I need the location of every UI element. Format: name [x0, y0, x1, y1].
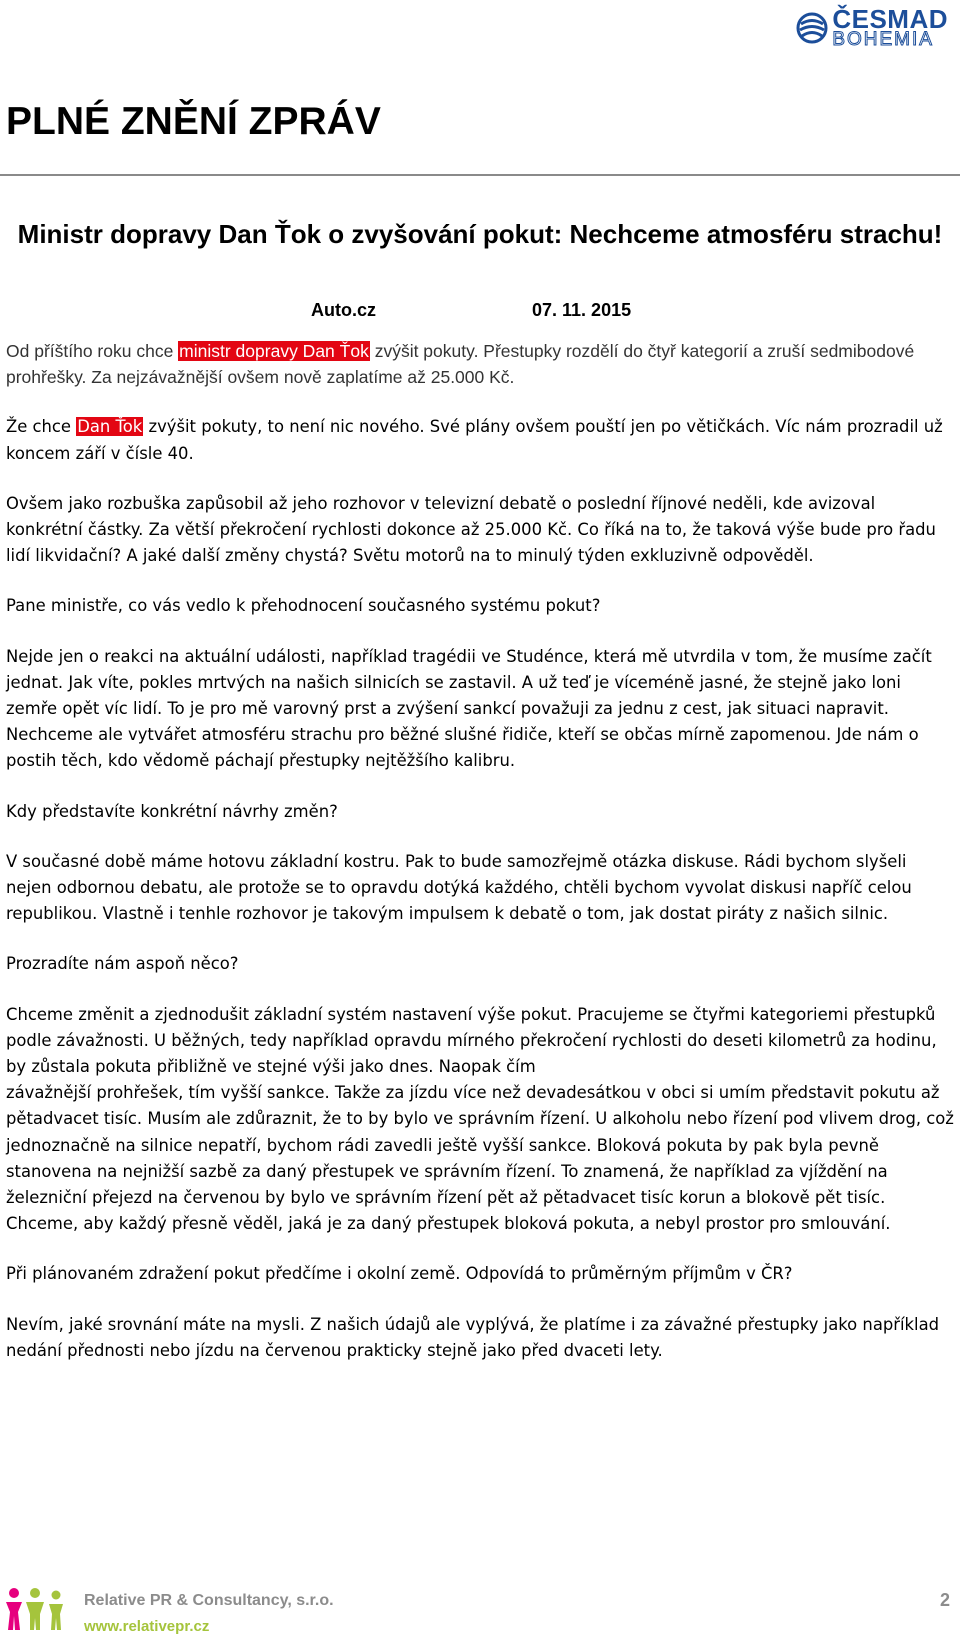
logo-text-sub: BOHEMIA [832, 29, 934, 50]
page-number: 2 [939, 1590, 950, 1610]
article-source: Auto.cz [311, 300, 376, 320]
paragraph: Ovšem jako rozbuška zapůsobil až jeho rozhovor v televizní debatě o poslední říjnové neděli, kde avizoval konkrétní částky. Za větší překročení rychlosti dokonce až 25.000 Kč. Co říká na to, že taková výše bude pro řadu lidí likvidační? A jaké další změny chystá? Světu motorů na to minulý týden exkluzivně odpověděl. [6, 493, 936, 566]
cesmad-logo [796, 6, 948, 49]
interview-question: Kdy představíte konkrétní návrhy změn? [6, 801, 338, 821]
interview-question: Prozradíte nám aspoň něco? [6, 954, 239, 974]
logo-text-main: ČESMAD [832, 4, 948, 34]
article-lead: Od příštího roku chce ministr dopravy Dan Ťok zvýšit pokuty. Přestupky rozdělí do čtyř kategorií a zruší sedmibodové prohřešky. Za nejzávažnější ovšem nově zaplatíme až 25.000 Kč. [6, 341, 915, 388]
footer-company-name: Relative PR & Consultancy, s.r.o. [84, 1592, 334, 1609]
people-logo-icon [4, 1586, 66, 1632]
interview-answer: V současné době máme hotovu základní kostru. Pak to bude samozřejmě otázka diskuse. Rádi bychom slyšeli nejen odbornou debatu, ale protože se to opravdu dotýká každého, chtěli bychom vyvolat diskusi napříč celou republikou. Vlastně i tenhle rozhovor je takovým impulsem k debatě o tom, jak dostat piráty z našich silnic. [6, 851, 912, 924]
interview-question: Pane ministře, co vás vedlo k přehodnocení současného systému pokut? [6, 596, 601, 616]
article-body [6, 338, 956, 1388]
page-title: PLNÉ ZNĚNÍ ZPRÁV [6, 100, 381, 143]
interview-answer: Nevím, jaké srovnání máte na mysli. Z našich údajů ale vyplývá, že platíme i za závažné přestupky jako například nedání přednosti nebo jízdu na červenou prakticky stejně jako před dvaceti lety. [6, 1314, 940, 1360]
highlight-keyword: Dan Ťok [77, 417, 143, 437]
article-date: 07. 11. 2015 [532, 300, 632, 320]
interview-answer: Chceme změnit a zjednodušit základní systém nastavení výše pokut. Pracujeme se čtyřmi kategoriemi přestupků podle závažnosti. U běžných, tedy například opravdu mírného překročení rychlosti do deseti kilometrů za hodinu, by zůstala pokuta přibližně ve stejné výši jako dnes. Naopak čím závažnější prohřešek, tím vyšší sankce. Takže za jízdu více než devadesátkou v obci si umím představit pokutu až pětadvacet tisíc. Musím ale zdůraznit, že to by bylo ve správním řízení. U alkoholu nebo řízení pod vlivem drog, což jednoznačně na silnice nepatří, bychom rádi zavedli ještě vyšší sankce. Bloková pokuta by pak byla pevně stanovena na nejnižší sazbě za daný přestupek ve správním řízení. To znamená, že například za vjíždění na železniční přejezd na červenou by bylo ve správním řízení pět až pětadvacet tisíc korun a blokově pět tisíc. Chceme, aby každý přesně věděl, jaká je za daný přestupek bloková pokuta, a nebyl prostor pro smlouvání. [6, 1004, 954, 1234]
interview-answer: Nejde jen o reakci na aktuální události, například tragédii ve Studénce, která mě utvrdila v tom, že musíme začít jednat. Jak víte, pokles mrtvých na našich silnicích se zastavil. A už teď je víceméně jasné, že stejně jako loni zemře opět víc lidí. To je pro mě varovný prst a zvýšení sankcí považuji za jednu z cest, jak situaci napravit. Nechceme ale vytvářet atmosféru strachu pro běžné slušné řidiče, kteří se občas mírně zapomenou. Jde nám o postih těch, kdo vědomě páchají přestupky nejtěžšího kalibru. [6, 646, 932, 771]
page-footer [0, 1580, 960, 1638]
globe-icon [796, 12, 828, 44]
paragraph: Že chce Dan Ťok zvýšit pokuty, to není nic nového. Své plány ovšem pouští jen po větičkách. Víc nám prozradil už koncem září v čísle 40. [6, 417, 943, 463]
footer-website-link[interactable]: www.relativepr.cz [84, 1618, 210, 1635]
article-title: Ministr dopravy Dan Ťok o zvyšování pokut: Nechceme atmosféru strachu! [17, 219, 943, 249]
interview-question: Při plánovaném zdražení pokut předčíme i okolní země. Odpovídá to průměrným příjmům v ČR? [6, 1264, 793, 1284]
highlight-keyword: ministr dopravy Dan Ťok [179, 341, 369, 361]
title-divider [0, 174, 960, 176]
